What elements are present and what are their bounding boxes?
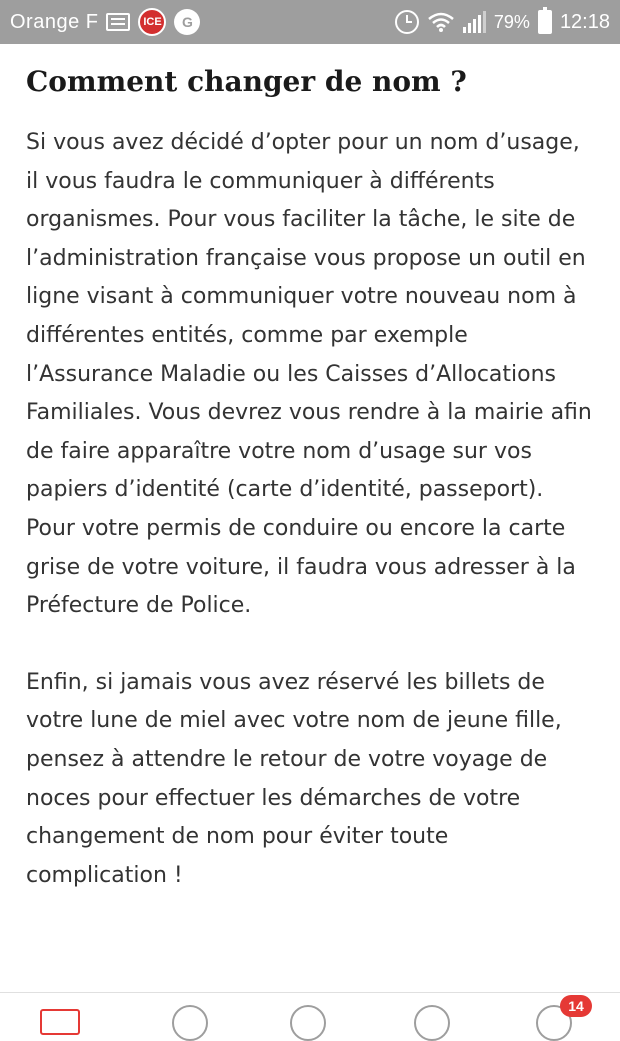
- status-bar-right: [395, 10, 610, 34]
- nav-item-4-icon[interactable]: [414, 1005, 450, 1041]
- notification-badge: 14: [560, 995, 592, 1017]
- nav-home-icon[interactable]: [40, 1009, 80, 1035]
- status-bar-left: [10, 8, 395, 36]
- article-paragraph-1: Si vous avez décidé d’opter pour un nom d’usage, il vous faudra le communiquer à différents organismes. Pour vous faciliter la tâche, le site de l’administration française vous propose un outil en ligne visant à communiquer votre nouveau nom à différentes entités, comme par exemple l’Assurance Maladie ou les Caisses d’Allocations Familiales. Vous devrez vous rendre à la mairie afin de faire apparaître votre nom d’usage sur vos papiers d’identité (carte d’identité, passeport). Pour votre permis de conduire ou encore la carte grise de votre voiture, il faudra vous adresser à la Préfecture de Police.: [26, 130, 592, 619]
- article-heading: Comment changer de nom ?: [26, 65, 467, 98]
- article-paragraph-2: Enfin, si jamais vous avez réservé les billets de votre lune de miel avec votre nom de jeune fille, pensez à attendre le retour de votre voyage de noces pour effectuer les démarches de votre changement de nom pour éviter toute complication !: [26, 669, 562, 888]
- carrier-name: Orange F: [10, 10, 99, 33]
- article-content: [26, 44, 596, 895]
- battery-percent: 79%: [493, 11, 530, 32]
- battery-icon: [538, 10, 552, 34]
- ice-app-icon: ICE: [138, 8, 166, 36]
- message-icon: [106, 13, 130, 31]
- bottom-navigation: [0, 992, 620, 1024]
- app-icon: G: [174, 9, 200, 35]
- wifi-icon: [427, 11, 455, 33]
- nav-item-3-icon[interactable]: [290, 1005, 326, 1041]
- clock-time: 12:18: [559, 10, 610, 33]
- signal-icon: [463, 11, 486, 33]
- status-bar: [0, 0, 620, 44]
- alarm-icon: [395, 10, 419, 34]
- nav-item-2-icon[interactable]: [172, 1005, 208, 1041]
